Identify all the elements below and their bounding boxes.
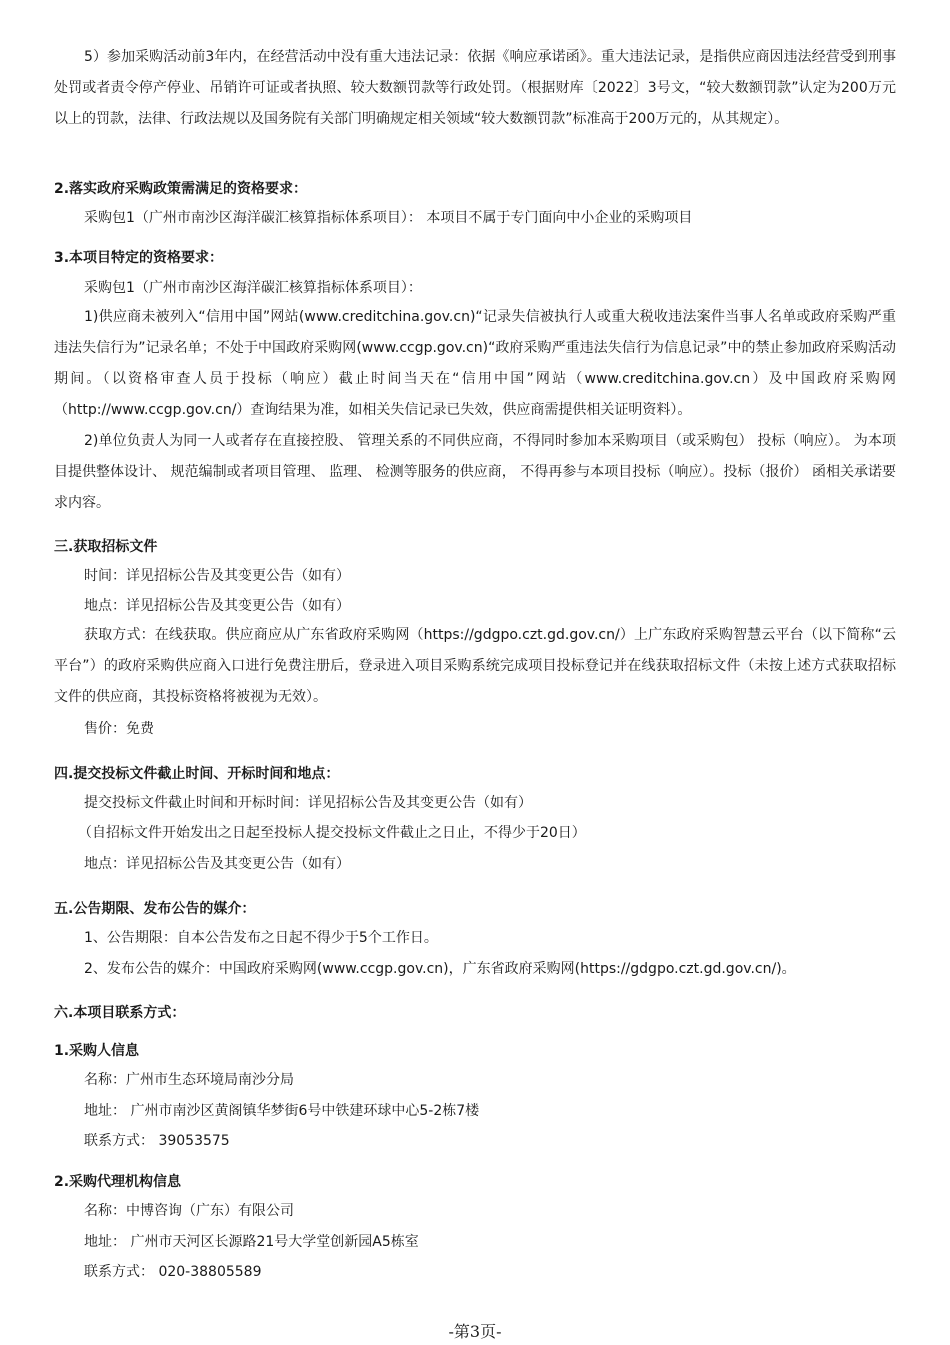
agency-heading: 2.采购代理机构信息 <box>54 1174 182 1190</box>
policy-heading: 2.落实政府采购政策需满足的资格要求： <box>54 181 308 197</box>
specific-package: 采购包1（广州市南沙区海洋碳汇核算指标体系项目）： <box>84 280 422 296</box>
obtain-price: 售价：免费 <box>84 721 154 737</box>
purchaser-heading: 1.采购人信息 <box>54 1043 140 1059</box>
page-number: -第3页- <box>448 1322 502 1341</box>
specific-heading: 3.本项目特定的资格要求： <box>54 250 224 266</box>
obtain-heading: 三.获取招标文件 <box>54 539 158 555</box>
notice-heading: 五.公告期限、发布公告的媒介： <box>54 901 256 917</box>
obtain-time: 时间：详见招标公告及其变更公告（如有） <box>84 568 350 584</box>
specific-item-2: 2)单位负责人为同一人或者存在直接控股、 管理关系的不同供应商，不得同时参加本采购项目（或采购包） 投标（响应）。 为本项目提供整体设计、 规范编制或者项目管理、 监理、 检测等服务的供应商， 不得再参与本项目投标（响应）。投标（报价） 函相关承诺要求内容。 <box>54 433 896 511</box>
notice-period: 1、公告期限：自本公告发布之日起不得少于5个工作日。 <box>84 930 438 946</box>
purchaser-name: 名称：广州市生态环境局南沙分局 <box>84 1072 294 1088</box>
qualification-item-5: 5）参加采购活动前3年内，在经营活动中没有重大违法记录：依据《响应承诺函》。重大违法记录，是指供应商因违法经营受到刑事处罚或者责令停产停业、吊销许可证或者执照、较大数额罚款等行政处罚。（根据财库〔2022〕3号文，“较大数额罚款”认定为200万元以上的罚款，法律、行政法规以及国务院有关部门明确规定相关领域“较大数额罚款”标准高于200万元的，从其规定）。 <box>54 49 896 127</box>
deadline-heading: 四.提交投标文件截止时间、开标时间和地点： <box>54 766 340 782</box>
obtain-place: 地点：详见招标公告及其变更公告（如有） <box>84 598 350 614</box>
purchaser-address: 地址： 广州市南沙区黄阁镇华梦街6号中铁建环球中心5-2栋7楼 <box>84 1103 480 1119</box>
deadline-note: （自招标文件开始发出之日起至投标人提交投标文件截止之日止，不得少于20日） <box>78 825 586 841</box>
specific-item-1: 1)供应商未被列入“信用中国”网站(www.creditchina.gov.cn)“记录失信被执行人或重大税收违法案件当事人名单或政府采购严重违法失信行为”记录名单；不处于中国政府采购网(www.ccgp.gov.cn)“政府采购严重违法失信行为信息记录”中的禁止参加政府采购活动期间。（以资格审查人员于投标（响应）截止时间当天在“信用中国”网站（www.creditchina.gov.cn）及中国政府采购网（http://www.ccgp.gov.cn/）查询结果为准，如相关失信记录已失效，供应商需提供相关证明资料）。 <box>54 309 896 418</box>
agency-address: 地址： 广州市天河区长源路21号大学堂创新园A5栋室 <box>84 1234 419 1250</box>
policy-text: 采购包1（广州市南沙区海洋碳汇核算指标体系项目）： 本项目不属于专门面向中小企业的采购项目 <box>84 210 693 226</box>
obtain-method: 获取方式：在线获取。供应商应从广东省政府采购网（https://gdgpo.czt.gd.gov.cn/）上广东政府采购智慧云平台（以下简称“云平台”）的政府采购供应商入口进行免费注册后，登录进入项目采购系统完成项目投标登记并在线获取招标文件（未按上述方式获取招标文件的供应商，其投标资格将被视为无效）。 <box>54 627 896 705</box>
contact-heading: 六.本项目联系方式： <box>54 1005 186 1021</box>
deadline-time: 提交投标文件截止时间和开标时间：详见招标公告及其变更公告（如有） <box>84 795 532 811</box>
agency-name: 名称：中博咨询（广东）有限公司 <box>84 1203 294 1219</box>
agency-phone: 联系方式： 020-38805589 <box>84 1264 262 1280</box>
deadline-place: 地点：详见招标公告及其变更公告（如有） <box>84 856 350 872</box>
purchaser-phone: 联系方式： 39053575 <box>84 1133 230 1149</box>
notice-media: 2、发布公告的媒介：中国政府采购网(www.ccgp.gov.cn)，广东省政府采购网(https://gdgpo.czt.gd.gov.cn/)。 <box>84 961 796 977</box>
